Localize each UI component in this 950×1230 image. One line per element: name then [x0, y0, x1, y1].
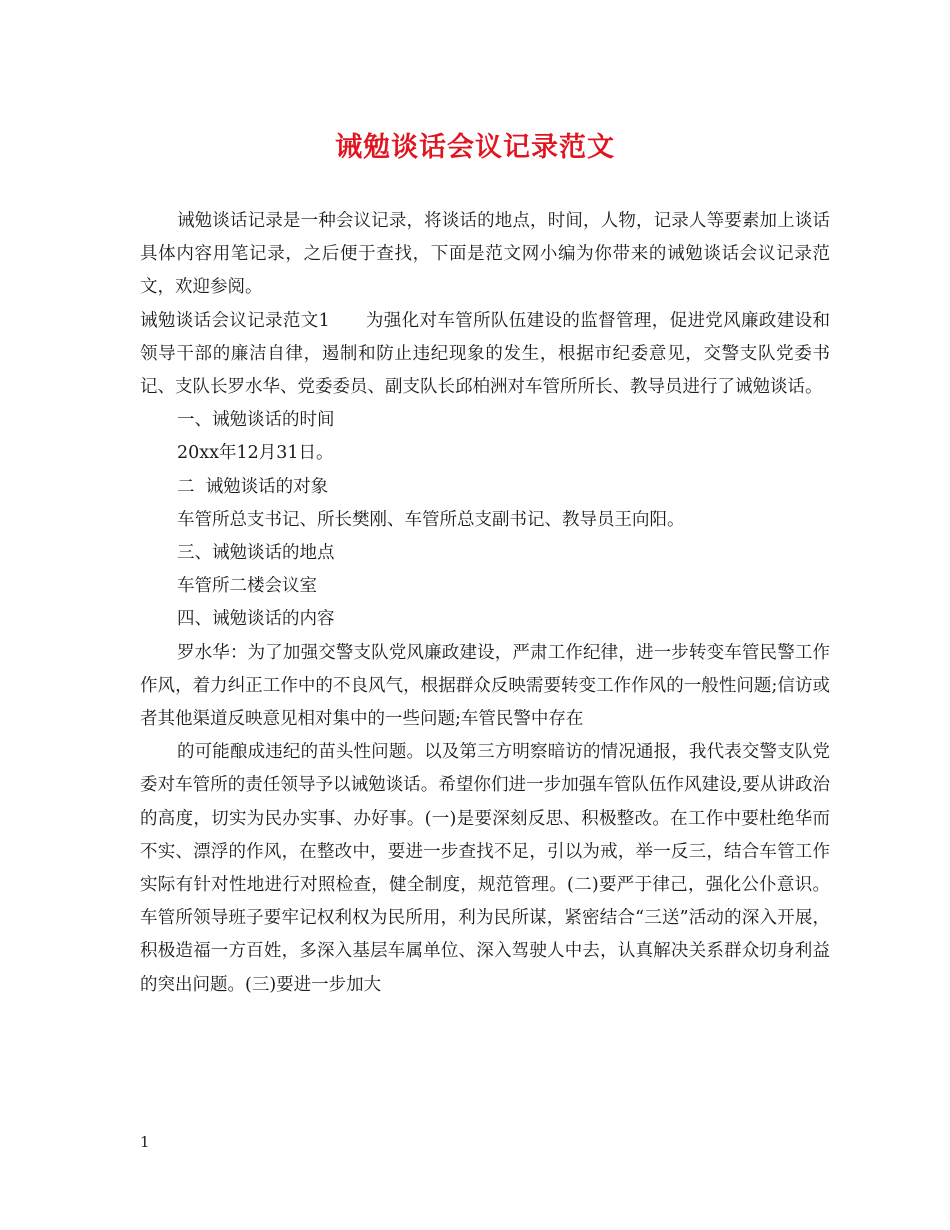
- section-heading-time: 一、诫勉谈话的时间: [177, 410, 335, 431]
- document-body: [140, 205, 830, 1002]
- intro-paragraph: 诫勉谈话记录是一种会议记录，将谈话的地点，时间，人物，记录人等要素加上谈话具体内容用笔记录，之后便于查找，下面是范文网小编为你带来的诫勉谈话会议记录范文，欢迎参阅。: [140, 211, 830, 298]
- section-heading-content: 四、诫勉谈话的内容: [177, 609, 335, 630]
- section-value-time: 20xx年12月31日。: [177, 443, 334, 464]
- section-heading-place: 三、诫勉谈话的地点: [177, 543, 335, 564]
- content-paragraph-2: 的可能酿成违纪的苗头性问题。以及第三方明察暗访的情况通报，我代表交警支队党委对车管所的责任领导予以诫勉谈话。希望你们进一步加强车管队伍作风建设,要从讲政治的高度，切实为民办实事、办好事。(一)是要深刻反思、积极整改。在工作中要杜绝华而不实、漂浮的作风，在整改中，要进一步查找不足，引以为戒，举一反三，结合车管工作实际有针对性地进行对照检查，健全制度，规范管理。(二)要严于律己，强化公仆意识。车管所领导班子要牢记权利权为民所用，利为民所谋，紧密结合“三送”活动的深入开展，积极造福一方百姓，多深入基层车属单位、深入驾驶人中去，认真解决关系群众切身利益的突出问题。(三)要进一步加大: [140, 742, 830, 995]
- sample-1-paragraph: 诫勉谈话会议记录范文1 为强化对车管所队伍建设的监督管理，促进党风廉政建设和领导干部的廉洁自律，遏制和防止违纪现象的发生，根据市纪委意见，交警支队党委书记、支队长罗水华、党委委员、副支队长邱柏洲对车管所所长、教导员进行了诫勉谈话。: [140, 310, 830, 398]
- document-title: 诫勉谈话会议记录范文: [335, 132, 615, 163]
- section-value-target: 车管所总支书记、所长樊刚、车管所总支副书记、教导员王向阳。: [177, 509, 685, 530]
- section-value-place: 车管所二楼会议室: [177, 576, 317, 597]
- content-paragraph-1: 罗水华：为了加强交警支队党风廉政建设，严肃工作纪律，进一步转变车管民警工作作风，着力纠正工作中的不良风气，根据群众反映需要转变工作作风的一般性问题;信访或者其他渠道反映意见相对集中的一些问题;车管民警中存在: [140, 642, 830, 730]
- page-number: 1: [140, 1133, 150, 1151]
- section-heading-target: 二 诫勉谈话的对象: [177, 476, 329, 497]
